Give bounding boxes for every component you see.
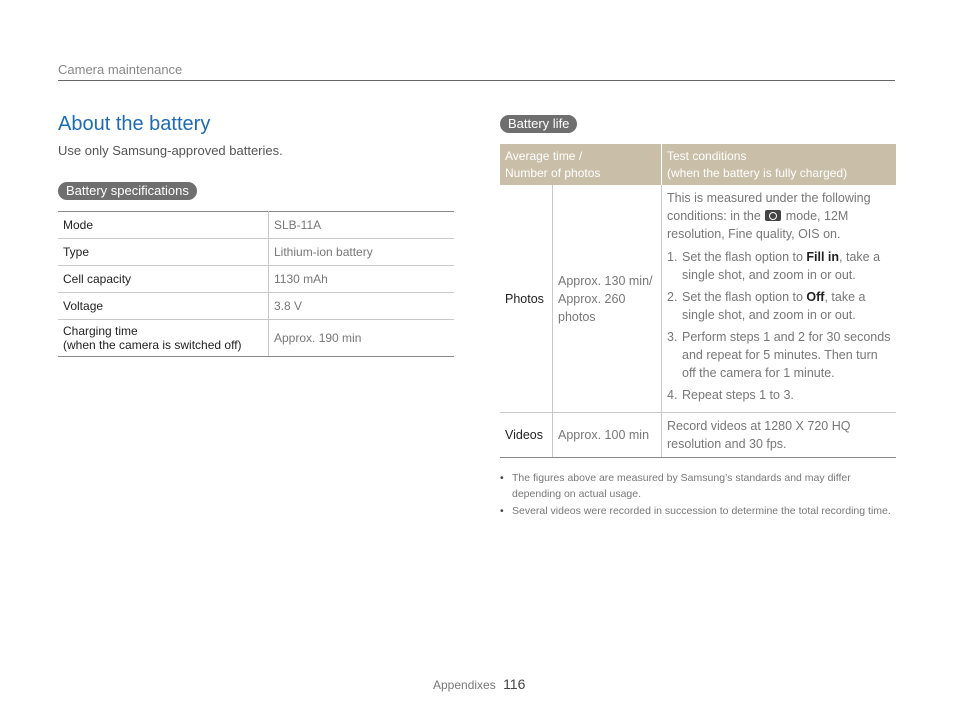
column-header-conditions bbox=[662, 144, 897, 185]
table-row bbox=[58, 239, 454, 266]
table-row bbox=[500, 185, 896, 413]
spec-value: SLB-11A bbox=[269, 212, 455, 239]
list-item bbox=[667, 248, 891, 284]
list-item bbox=[500, 470, 896, 502]
table-row bbox=[58, 266, 454, 293]
list-item bbox=[667, 386, 891, 404]
spec-key-line1: Charging time bbox=[63, 324, 138, 338]
table-row bbox=[58, 293, 454, 320]
spec-value: Lithium-ion battery bbox=[269, 239, 455, 266]
spec-key: Cell capacity bbox=[58, 266, 269, 293]
table-row bbox=[58, 212, 454, 239]
page-title: About the battery bbox=[58, 113, 211, 135]
header-line: Average time / bbox=[505, 148, 583, 163]
battery-life-label: Battery life bbox=[500, 115, 577, 133]
battery-specifications-table bbox=[58, 211, 454, 357]
step-number: 3. bbox=[667, 330, 678, 344]
step-number: 4. bbox=[667, 388, 678, 402]
step-text: Perform steps 1 and 2 for 30 seconds and repeat for 5 minutes. Then turn off the camera for 1 minute. bbox=[682, 330, 891, 380]
step-option: Off bbox=[806, 290, 825, 304]
step-text: Repeat steps 1 to 3. bbox=[682, 388, 794, 402]
step-number: 2. bbox=[667, 290, 678, 304]
column-header-time bbox=[500, 144, 662, 185]
step-text: , take a single shot, and zoom in or out. bbox=[682, 250, 881, 282]
row-time: Approx. 130 min/ Approx. 260 photos bbox=[553, 185, 662, 413]
list-item bbox=[500, 503, 896, 519]
spec-key-line2: (when the camera is switched off) bbox=[63, 338, 242, 352]
header-line: (when the battery is fully charged) bbox=[667, 165, 848, 180]
spec-key bbox=[58, 320, 269, 357]
row-time: Approx. 100 min bbox=[553, 413, 662, 458]
note-text: Several videos were recorded in succession to determine the total recording time. bbox=[512, 505, 891, 517]
test-steps bbox=[667, 248, 891, 404]
intro-text: This is measured under the following conditions: in the bbox=[667, 191, 871, 223]
page-subtitle: Use only Samsung-approved batteries. bbox=[58, 143, 283, 158]
step-text: Set the flash option to bbox=[682, 250, 807, 264]
spec-value: 3.8 V bbox=[269, 293, 455, 320]
battery-specifications-label: Battery specifications bbox=[58, 182, 197, 200]
footer-section: Appendixes bbox=[433, 678, 496, 692]
step-option: Fill in bbox=[806, 250, 840, 264]
spec-value: Approx. 190 min bbox=[269, 320, 455, 357]
spec-key: Type bbox=[58, 239, 269, 266]
step-text: Set the flash option to bbox=[682, 290, 807, 304]
list-item bbox=[667, 288, 891, 324]
conditions-intro bbox=[667, 189, 891, 243]
spec-key: Voltage bbox=[58, 293, 269, 320]
bullet-icon: • bbox=[500, 472, 504, 484]
step-text: , take a single shot, and zoom in or out. bbox=[682, 290, 866, 322]
row-conditions bbox=[662, 185, 897, 413]
table-row bbox=[58, 320, 454, 357]
table-header-row bbox=[500, 144, 896, 185]
header-line: Test conditions bbox=[667, 148, 747, 163]
row-category: Photos bbox=[500, 185, 553, 413]
footnotes bbox=[500, 470, 896, 520]
note-text: The figures above are measured by Samsung’s standards and may differ depending on actual usage. bbox=[512, 472, 851, 500]
spec-value: 1130 mAh bbox=[269, 266, 455, 293]
list-item bbox=[667, 328, 891, 382]
header-divider bbox=[58, 80, 895, 81]
step-number: 1. bbox=[667, 250, 678, 264]
battery-life-table bbox=[500, 144, 896, 458]
bullet-icon: • bbox=[500, 505, 504, 517]
intro-text: mode, 12M resolution, Fine quality, OIS on. bbox=[667, 209, 849, 241]
spec-key: Mode bbox=[58, 212, 269, 239]
row-conditions: Record videos at 1280 X 720 HQ resolution and 30 fps. bbox=[662, 413, 897, 458]
camera-mode-icon bbox=[765, 210, 781, 221]
running-header: Camera maintenance bbox=[58, 62, 183, 77]
page-footer bbox=[433, 676, 525, 692]
header-line: Number of photos bbox=[505, 165, 601, 180]
table-row bbox=[500, 413, 896, 458]
page-number: 116 bbox=[503, 676, 526, 692]
row-category: Videos bbox=[500, 413, 553, 458]
